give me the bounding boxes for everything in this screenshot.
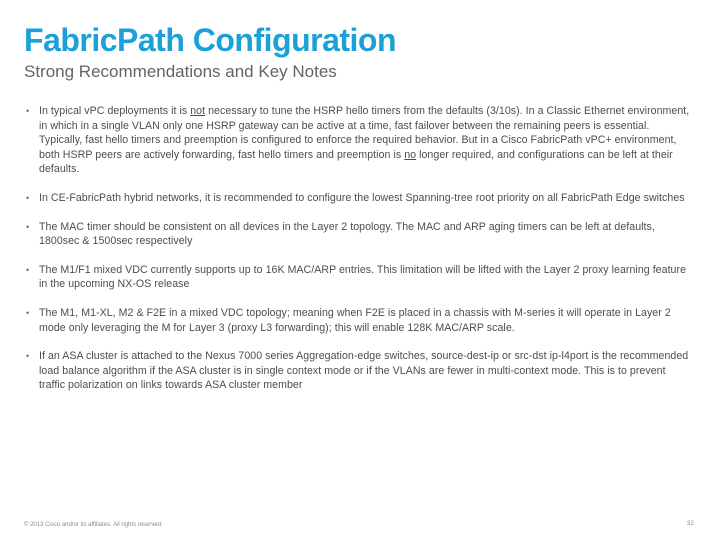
bullet-text-segment: necessary to tune the HSRP hello timers from the defaults (3/10s). In a Classic Ethernet environment, in which in a single VLAN only one HSRP gateway can be active at a time, fast failover between the remaining peers is essential. Typically, fast hello timers and preemption is configured to enforce the required behavior. But in a Cisco FabricPath vPC+ environment, both HSRP peers are actively forwarding, fast hello timers and preemption is <box>39 105 690 161</box>
footer-copyright: © 2013 Cisco and/or its affiliates. All rights reserved. <box>24 522 163 528</box>
bullet-text: In CE-FabricPath hybrid networks, it is recommended to configure the lowest Spanning-tree root priority on all FabricPath Edge switches <box>39 191 685 204</box>
emphasis-underline-no: no <box>404 148 417 161</box>
bullet-marker: • <box>26 351 30 362</box>
bullet-item-asa-cluster <box>24 349 692 393</box>
bullet-text: The M1, M1-XL, M2 & F2E in a mixed VDC topology; meaning when F2E is placed in a chassis with M-series it will operate in Layer 2 mode only leveraging the M for Layer 3 (proxy L3 forwarding); this will enable 128K MAC/ARP scale. <box>39 306 671 334</box>
bullet-text-segment: In typical vPC deployments it is <box>39 105 191 117</box>
slide-subtitle: Strong Recommendations and Key Notes <box>24 62 337 81</box>
bullet-text: The M1/F1 mixed VDC currently supports up to 16K MAC/ARP entries. This limitation will be lifted with the Layer 2 proxy learning feature in the upcoming NX-OS release <box>39 263 687 291</box>
emphasis-underline-not: not <box>190 105 206 117</box>
bullet-text-segment: longer required, and configurations can be left at their defaults. <box>39 148 673 176</box>
bullet-item-hsrp-timers <box>24 104 692 177</box>
slide-title: FabricPath Configuration <box>24 22 396 58</box>
bullet-marker: • <box>26 106 30 116</box>
bullet-item-spanning-tree <box>24 191 692 206</box>
bullet-item-mac-timer <box>24 220 692 249</box>
bullet-marker: • <box>26 264 30 275</box>
bullet-marker: • <box>26 307 30 318</box>
page-number: 32 <box>686 520 694 527</box>
bullet-marker: • <box>26 221 30 232</box>
bullet-text: The MAC timer should be consistent on all devices in the Layer 2 topology. The MAC and ARP aging timers can be left at defaults, 1800sec & 1500sec respectively <box>39 220 655 248</box>
bullet-marker: • <box>26 192 30 203</box>
bullet-item-f2e-topology <box>24 306 692 335</box>
bullet-item-mixed-vdc-limit <box>24 263 692 292</box>
bullet-list <box>24 104 692 407</box>
bullet-text: If an ASA cluster is attached to the Nexus 7000 series Aggregation-edge switches, source-dest-ip or src-dst ip-l4port is the recommended load balance algorithm if the ASA cluster is in single context mode or if the VLANs are fewer in multi-context mode. This is to prevent traffic polarization on links towards ASA cluster member <box>39 350 689 392</box>
